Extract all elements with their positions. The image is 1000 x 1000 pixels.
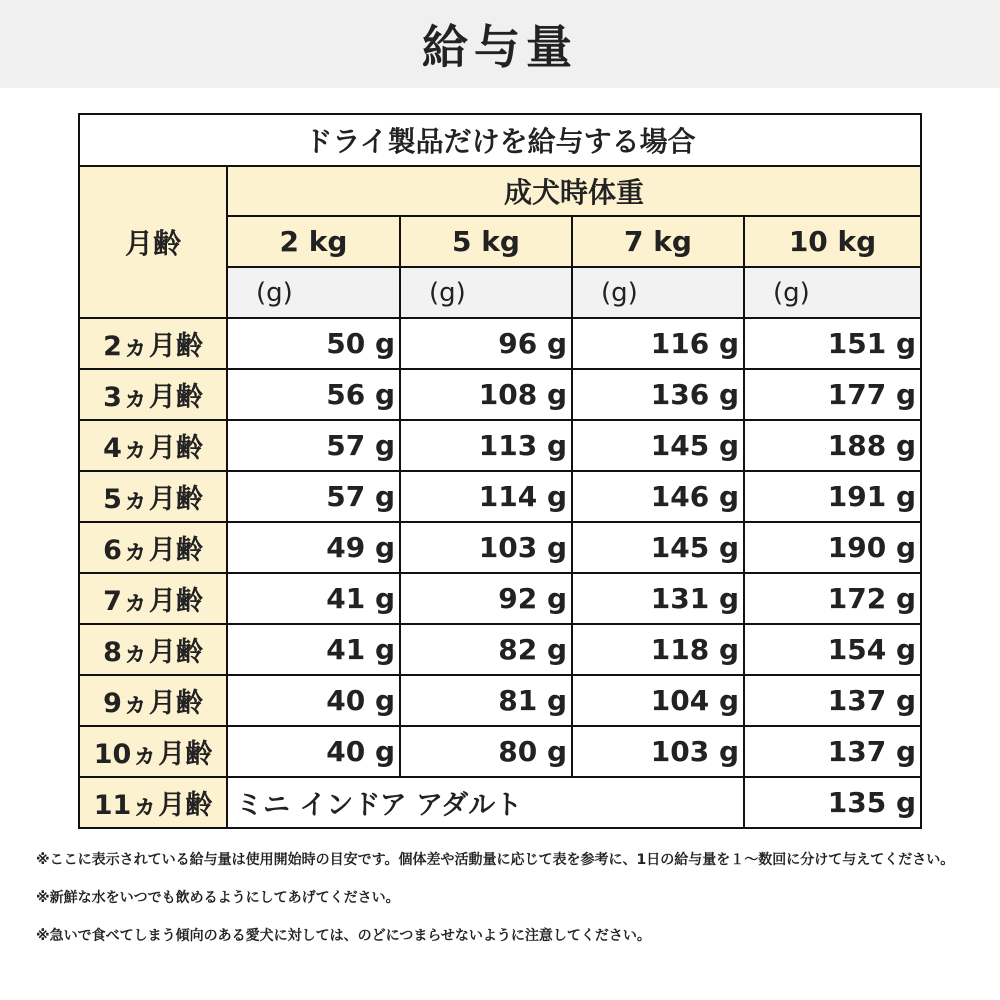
weight-column-header: 5 kg	[400, 216, 572, 267]
age-cell: 7ヵ月齢	[79, 573, 227, 624]
feeding-table	[78, 113, 922, 829]
amount-cell: 41 g	[227, 624, 400, 675]
unit-label: (g)	[227, 267, 400, 318]
table-row	[79, 777, 921, 828]
amount-cell: 151 g	[744, 318, 921, 369]
amount-cell: 137 g	[744, 675, 921, 726]
age-cell: 5ヵ月齢	[79, 471, 227, 522]
amount-cell: 57 g	[227, 471, 400, 522]
page-title: 給与量	[422, 20, 578, 74]
amount-cell: 146 g	[572, 471, 744, 522]
note-item: ※新鮮な水をいつでも飲めるようにしてあげてください。	[36, 890, 400, 906]
amount-cell: 49 g	[227, 522, 400, 573]
table-row	[79, 624, 921, 675]
table-row	[79, 522, 921, 573]
age-cell: 11ヵ月齢	[79, 777, 227, 828]
product-name-cell: ミニ インドア アダルト	[227, 777, 744, 828]
table-row	[79, 420, 921, 471]
amount-cell: 96 g	[400, 318, 572, 369]
amount-cell: 154 g	[744, 624, 921, 675]
title-banner	[0, 0, 1000, 88]
amount-cell: 40 g	[227, 675, 400, 726]
amount-cell: 188 g	[744, 420, 921, 471]
age-header: 月齢	[79, 166, 227, 318]
amount-cell: 172 g	[744, 573, 921, 624]
table-row	[79, 318, 921, 369]
age-cell: 4ヵ月齢	[79, 420, 227, 471]
age-cell: 2ヵ月齢	[79, 318, 227, 369]
amount-cell: 56 g	[227, 369, 400, 420]
weight-header: 成犬時体重	[227, 166, 921, 216]
age-cell: 3ヵ月齢	[79, 369, 227, 420]
weight-column-header: 10 kg	[744, 216, 921, 267]
unit-label: (g)	[744, 267, 921, 318]
amount-cell: 81 g	[400, 675, 572, 726]
table-row	[79, 726, 921, 777]
amount-cell: 136 g	[572, 369, 744, 420]
amount-cell: 41 g	[227, 573, 400, 624]
amount-cell: 116 g	[572, 318, 744, 369]
age-cell: 6ヵ月齢	[79, 522, 227, 573]
amount-cell: 190 g	[744, 522, 921, 573]
unit-label: (g)	[572, 267, 744, 318]
amount-cell: 113 g	[400, 420, 572, 471]
amount-cell: 191 g	[744, 471, 921, 522]
amount-cell: 82 g	[400, 624, 572, 675]
amount-cell: 104 g	[572, 675, 744, 726]
age-cell: 8ヵ月齢	[79, 624, 227, 675]
amount-cell: 50 g	[227, 318, 400, 369]
weight-column-header: 7 kg	[572, 216, 744, 267]
amount-cell: 103 g	[572, 726, 744, 777]
note-item: ※急いで食べてしまう傾向のある愛犬に対しては、のどにつまらせないように注意してください。	[36, 928, 651, 944]
amount-cell: 118 g	[572, 624, 744, 675]
note-item: ※ここに表示されている給与量は使用開始時の目安です。個体差や活動量に応じて表を参考に、1日の給与量を１～数回に分けて与えてください。	[36, 852, 955, 868]
table-row	[79, 573, 921, 624]
amount-cell: 80 g	[400, 726, 572, 777]
weight-column-header: 2 kg	[227, 216, 400, 267]
notes	[36, 848, 986, 962]
amount-cell: 92 g	[400, 573, 572, 624]
unit-label: (g)	[400, 267, 572, 318]
age-cell: 9ヵ月齢	[79, 675, 227, 726]
amount-cell: 57 g	[227, 420, 400, 471]
table-row	[79, 471, 921, 522]
amount-cell: 103 g	[400, 522, 572, 573]
amount-cell: 114 g	[400, 471, 572, 522]
table-row	[79, 369, 921, 420]
amount-cell: 108 g	[400, 369, 572, 420]
amount-cell: 137 g	[744, 726, 921, 777]
amount-cell: 145 g	[572, 522, 744, 573]
table-caption: ドライ製品だけを給与する場合	[79, 114, 921, 166]
age-cell: 10ヵ月齢	[79, 726, 227, 777]
table-row	[79, 675, 921, 726]
amount-cell: 177 g	[744, 369, 921, 420]
amount-cell: 135 g	[744, 777, 921, 828]
amount-cell: 145 g	[572, 420, 744, 471]
amount-cell: 40 g	[227, 726, 400, 777]
amount-cell: 131 g	[572, 573, 744, 624]
